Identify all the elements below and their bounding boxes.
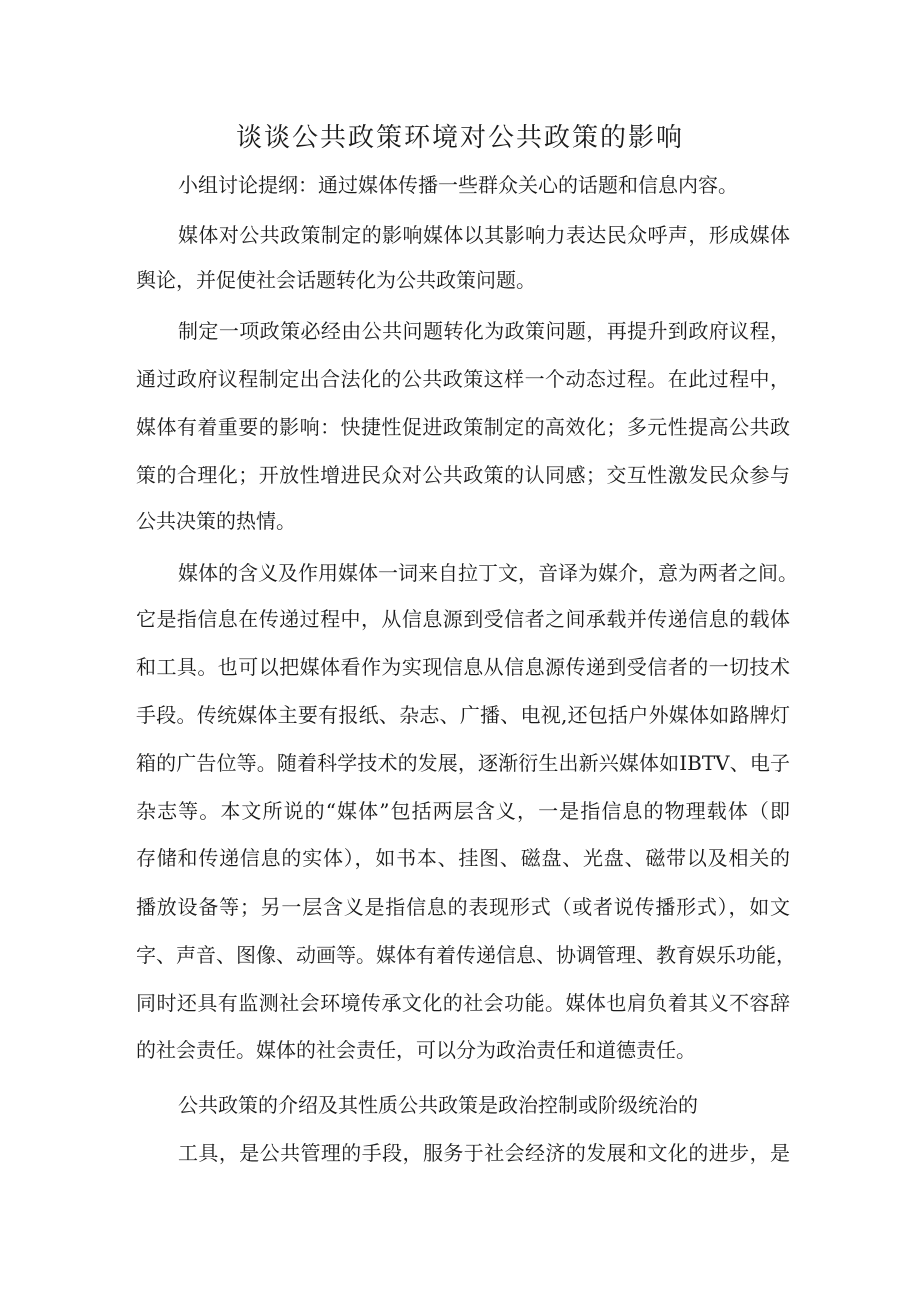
paragraph-line: 策的合理化；开放性增进民众对公共政策的认同感；交互性激发民众参与	[136, 463, 790, 487]
paragraph-line: 同时还具有监测社会环境传承文化的社会功能。媒体也肩负着其义不容辞	[136, 991, 790, 1015]
paragraph-line: 媒体对公共政策制定的影响媒体以其影响力表达民众呼声，形成媒体	[178, 223, 790, 247]
paragraph-line: 字、声音、图像、动画等。媒体有着传递信息、协调管理、教育娱乐功能，	[136, 943, 796, 967]
paragraph-line: 的社会责任。媒体的社会责任，可以分为政治责任和道德责任。	[136, 1038, 696, 1062]
paragraph-line: 箱的广告位等。随着科学技术的发展，逐渐衍生出新兴媒体如IBTV、电子	[136, 751, 790, 775]
paragraph-line: 和工具。也可以把媒体看作为实现信息从信息源传递到受信者的一切技术	[136, 655, 790, 679]
paragraph-line: 播放设备等；另一层含义是指信息的表现形式（或者说传播形式），如文	[136, 895, 790, 919]
paragraph-line: 公共决策的热情。	[136, 509, 296, 533]
paragraph-line: 公共政策的介绍及其性质公共政策是政治控制或阶级统治的	[178, 1093, 698, 1117]
paragraph-line: 杂志等。本文所说的“媒体”包括两层含义，一是指信息的物理载体（即	[136, 799, 790, 823]
paragraph-line: 它是指信息在传递过程中，从信息源到受信者之间承载并传递信息的载体	[136, 607, 790, 631]
paragraph-line: 通过政府议程制定出合法化的公共政策这样一个动态过程。在此过程中，	[136, 367, 790, 391]
paragraph-line: 媒体的含义及作用媒体一词来自拉丁文，音译为媒介，意为两者之间。	[178, 561, 798, 585]
paragraph-line: 小组讨论提纲：通过媒体传播一些群众关心的话题和信息内容。	[178, 173, 738, 197]
paragraph-line: 制定一项政策必经由公共问题转化为政策问题，再提升到政府议程，	[178, 319, 790, 343]
paragraph-line: 工具，是公共管理的手段，服务于社会经济的发展和文化的进步，是	[178, 1141, 790, 1165]
paragraph-line: 媒体有着重要的影响：快捷性促进政策制定的高效化；多元性提高公共政	[136, 415, 790, 439]
paragraph-line: 手段。传统媒体主要有报纸、杂志、广播、电视,还包括户外媒体如路牌灯	[136, 703, 790, 727]
paragraph-line: 舆论，并促使社会话题转化为公共政策问题。	[136, 268, 536, 292]
document-title: 谈谈公共政策环境对公共政策的影响	[235, 123, 684, 153]
paragraph-line: 存储和传递信息的实体），如书本、挂图、磁盘、光盘、磁带以及相关的	[136, 846, 790, 870]
